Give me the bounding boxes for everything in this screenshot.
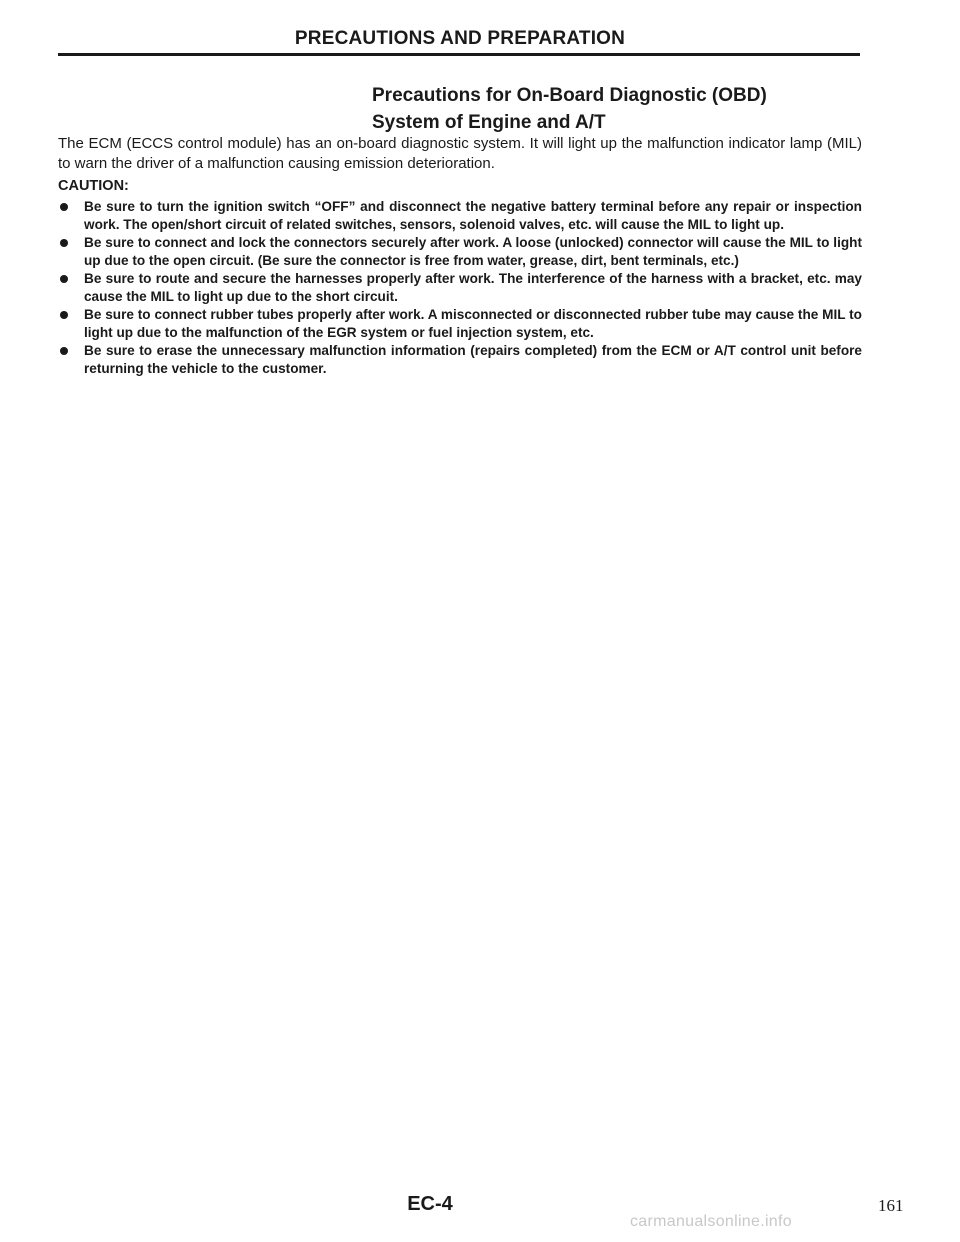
caution-item: [58, 306, 862, 342]
watermark: carmanualsonline.info: [630, 1213, 792, 1230]
bullet-icon: [60, 311, 68, 319]
caution-item: [58, 198, 862, 234]
page-number: 161: [878, 1196, 904, 1215]
bullet-icon: [60, 275, 68, 283]
intro-paragraph: The ECM (ECCS control module) has an on-board diagnostic system. It will light up the malfunction indicator lamp (MIL) to warn the driver of a malfunction causing emission deterioration.: [58, 135, 862, 172]
caution-item: [58, 234, 862, 270]
page-header-title: PRECAUTIONS AND PREPARATION: [294, 28, 626, 49]
caution-item-text: Be sure to connect rubber tubes properly after work. A misconnected or disconnected rubber tube may cause the MIL to light up due to the malfunction of the EGR system or fuel injection system, etc.: [84, 307, 862, 340]
header-rule: [58, 53, 860, 56]
caution-item-text: Be sure to route and secure the harnesses properly after work. The interference of the harness with a bracket, etc. may cause the MIL to light up due to the short circuit.: [84, 271, 862, 304]
caution-item-text: Be sure to turn the ignition switch “OFF” and disconnect the negative battery terminal before any repair or inspection work. The open/short circuit of related switches, sensors, solenoid valves, etc. will cause the MIL to light up.: [84, 199, 862, 232]
section-title-line-1: Precautions for On-Board Diagnostic (OBD): [372, 85, 767, 106]
section-title-line-2: System of Engine and A/T: [372, 112, 606, 133]
caution-list: [58, 198, 862, 378]
section-title: [372, 82, 872, 136]
caution-item-text: Be sure to erase the unnecessary malfunction information (repairs completed) from the ECM or A/T control unit before returning the vehicle to the customer.: [84, 343, 862, 376]
caution-item-text: Be sure to connect and lock the connectors securely after work. A loose (unlocked) connector will cause the MIL to light up due to the open circuit. (Be sure the connector is free from water, grease, dirt, bent terminals, etc.): [84, 235, 862, 268]
caution-label: CAUTION:: [58, 178, 129, 194]
caution-item: [58, 342, 862, 378]
bullet-icon: [60, 203, 68, 211]
caution-item: [58, 270, 862, 306]
bullet-icon: [60, 347, 68, 355]
page-code: EC-4: [407, 1193, 453, 1215]
bullet-icon: [60, 239, 68, 247]
